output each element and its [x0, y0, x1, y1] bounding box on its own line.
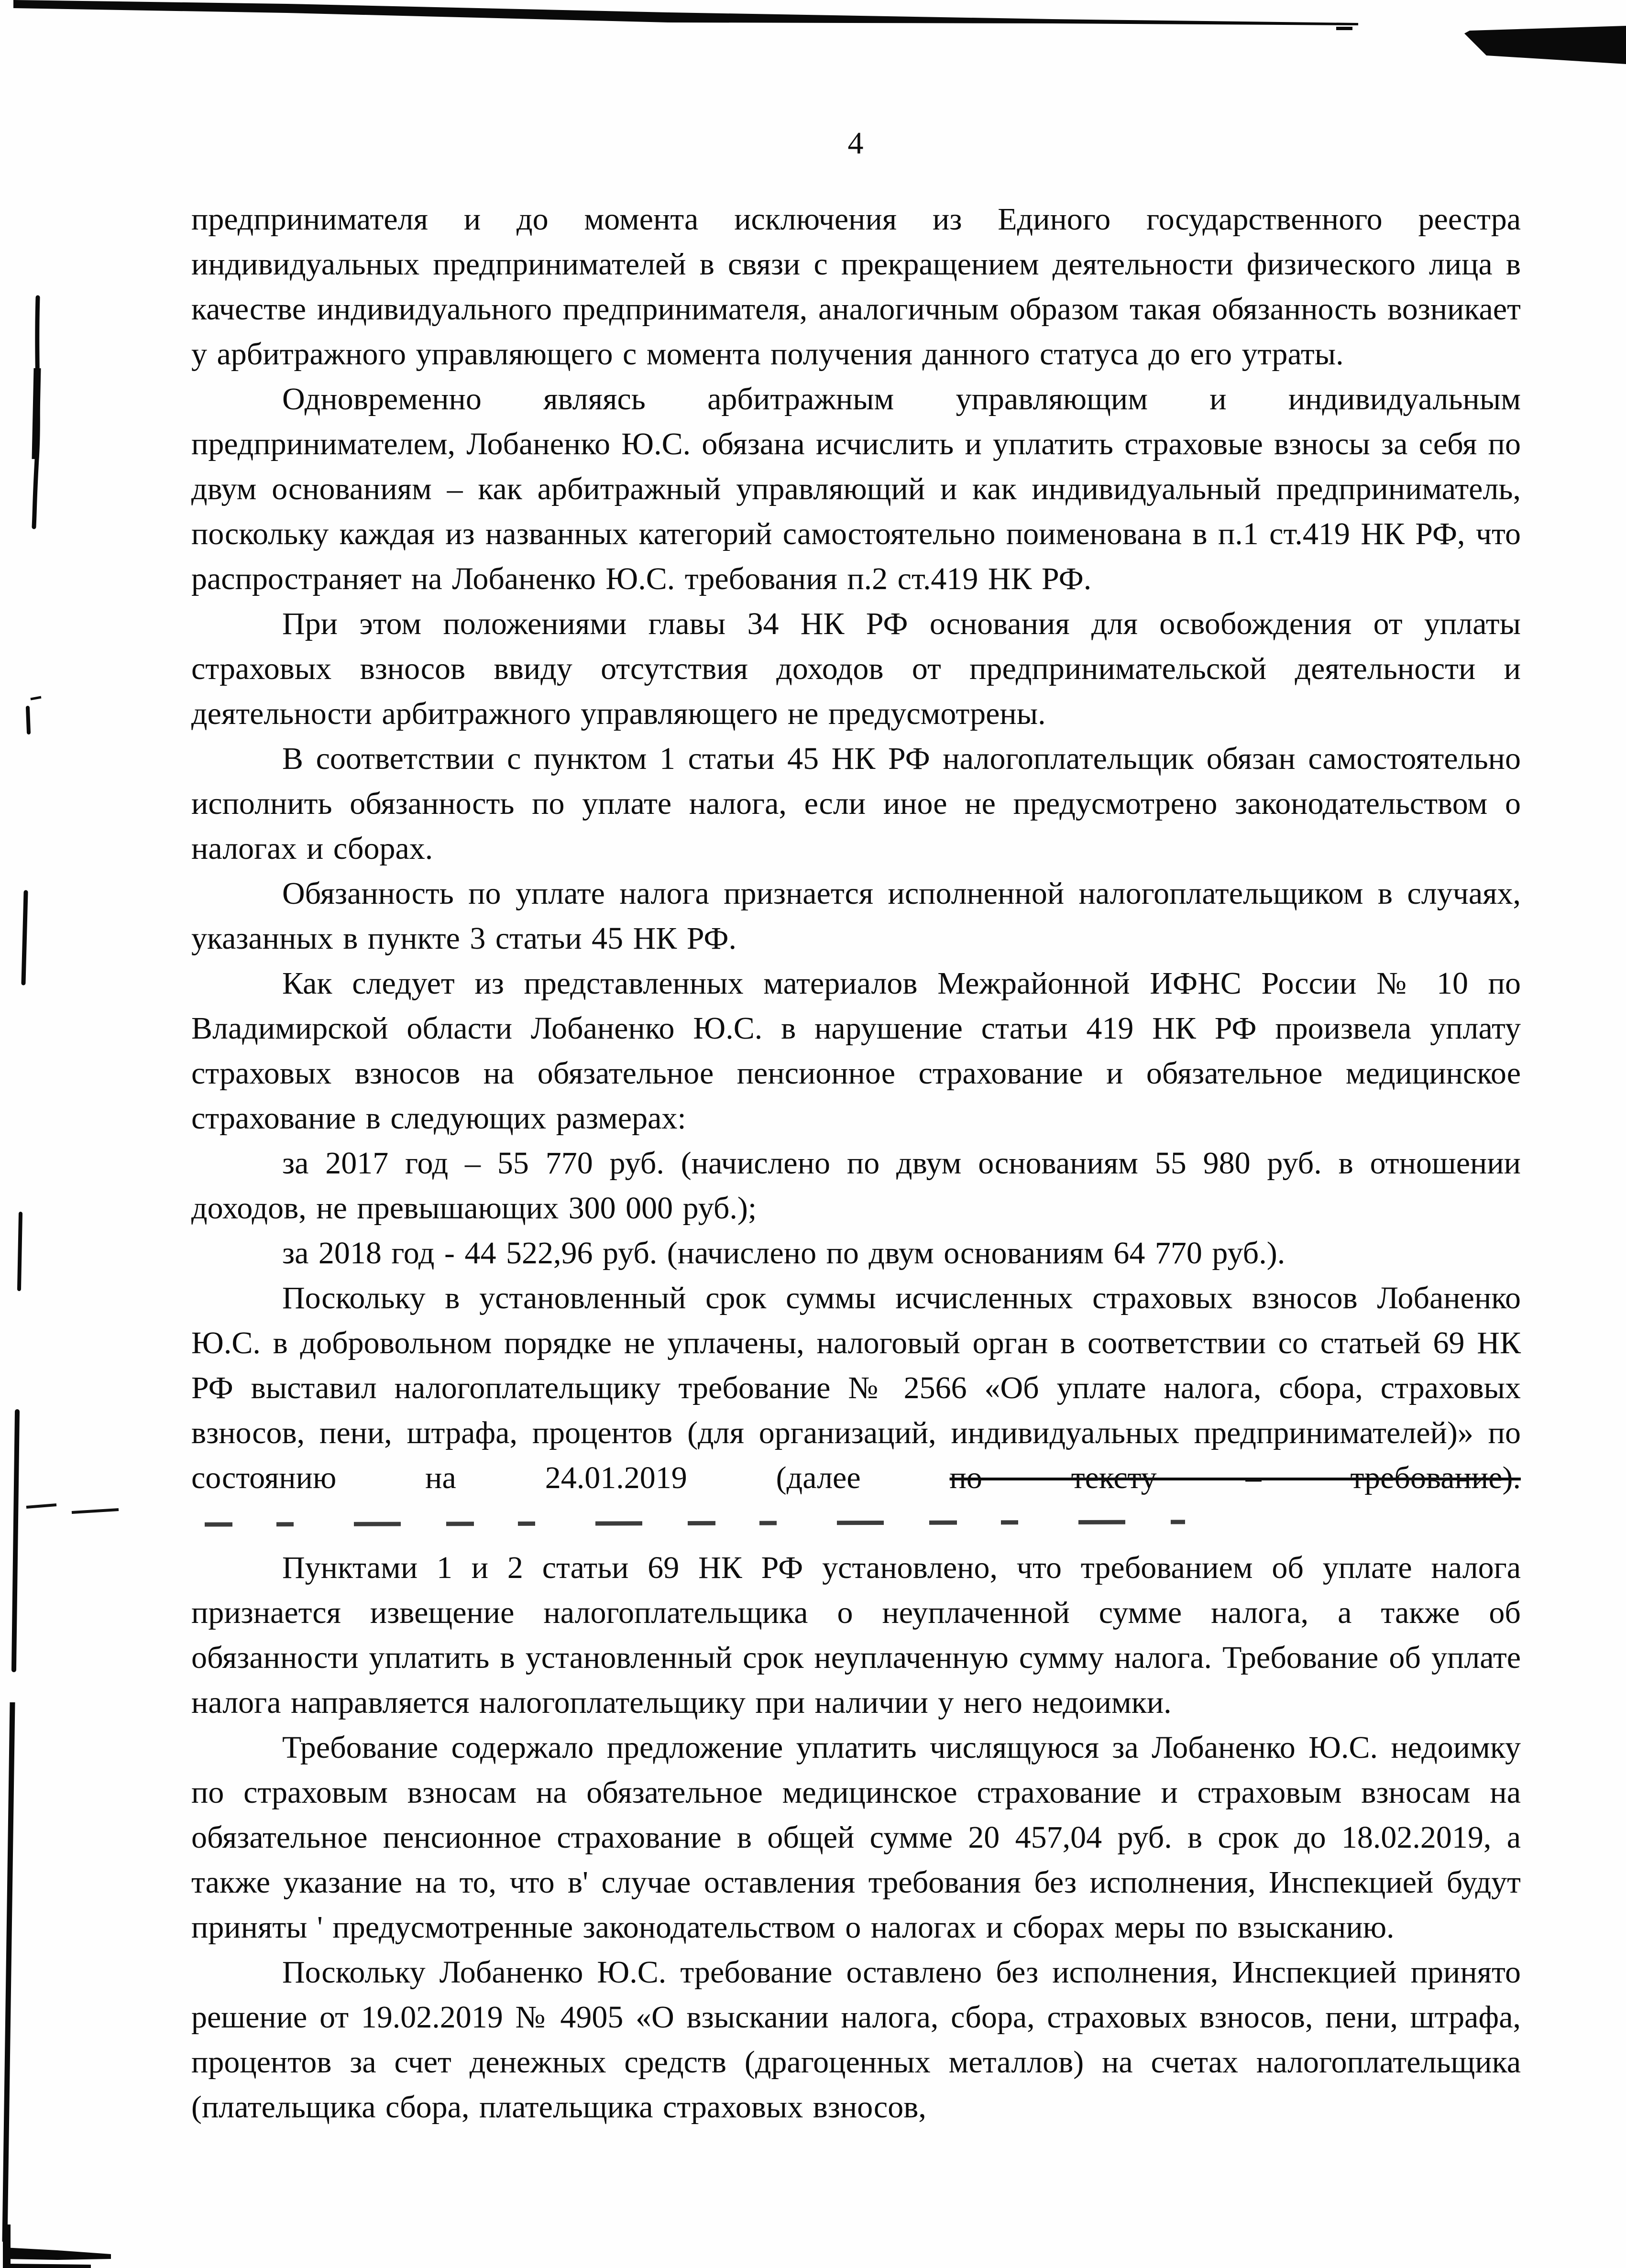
- margin-dash: [72, 1510, 119, 1512]
- scan-dash-run: [205, 1520, 1185, 1526]
- paragraph: Обязанность по уплате налога признается исполненной налогоплательщиком в случаях, указанных в пункте 3 статьи 45 НК РФ.: [191, 876, 1521, 956]
- scan-small-dash: [1336, 27, 1352, 30]
- paragraph: Одновременно являясь арбитражным управляющим и индивидуальным предпринимателем, Лобаненко Ю.С. обязана исчислить и уплатить страховые взносы за себя по двум основаниям – как арбитражный управляющий и как индивидуальный предприниматель, поскольку каждая из названных категорий самостоятельно поименована в п.1 ст.419 НК РФ, что распространяет на Лобаненко Ю.С. требования п.2 ст.419 НК РФ.: [191, 382, 1521, 596]
- document-body: [191, 197, 1521, 2130]
- paragraph-text: Поскольку в установленный срок суммы исчисленных страховых взносов Лобаненко Ю.С. в добровольном порядке не уплачены, налоговый орган в соответствии со статьей 69 НК РФ выставил налогоплательщику требование № 2566 «Об уплате налога, сбора, страховых взносов, пени, штрафа, процентов (для организаций, индивидуальных предпринимателей)» по состоянию на 24.01.2019 (далее: [191, 1281, 1521, 1495]
- paragraph: Требование содержало предложение уплатить числящуюся за Лобаненко Ю.С. недоимку по страховым взносам на обязательное медицинское страхование и страховым взносам на обязательное пенсионное страхование в общей сумме 20 457,04 руб. в срок до 18.02.2019, а также указание на то, что в' случае оставления требования без исполнения, Инспекцией будут приняты ' предусмотренные законодательством о налогах и сборах меры по взысканию.: [191, 1730, 1521, 1945]
- scan-corner-wedge: [1464, 26, 1626, 64]
- paragraph: Поскольку Лобаненко Ю.С. требование оставлено без исполнения, Инспекцией принято решение от 19.02.2019 № 4905 «О взыскании налога, сбора, страховых взносов, пени, штрафа, процентов за счет денежных средств (драгоценных металлов) на счетах налогоплательщика (плательщика сбора, плательщика страховых взносов,: [191, 1955, 1521, 2125]
- margin-stroke: [35, 368, 37, 459]
- bottom-corner-mark: [10, 2264, 91, 2268]
- paragraph: за 2018 год - 44 522,96 руб. (начислено по двум основаниям 64 770 руб.).: [282, 1236, 1285, 1271]
- margin-stroke: [19, 1214, 21, 1289]
- paragraph: Как следует из представленных материалов Межрайонной ИФНС России № 10 по Владимирской области Лобаненко Ю.С. в нарушение статьи 419 НК РФ произвела уплату страховых взносов на обязательное пенсионное страхование и обязательное медицинское страхование в следующих размерах:: [191, 966, 1521, 1136]
- struck-text: по тексту – требование).: [949, 1460, 1521, 1495]
- margin-dash: [26, 1505, 56, 1507]
- paragraph: предпринимателя и до момента исключения из Единого государственного реестра индивидуальных предпринимателей в связи с прекращением деятельности физического лица в качестве индивидуального предпринимателя, аналогичным образом такая обязанность возникает у арбитражного управляющего с момента получения данного статуса до его утраты.: [191, 202, 1521, 372]
- scan-top-smear: [13, 0, 1358, 25]
- paragraph: [191, 1276, 1521, 1545]
- margin-stroke: [34, 297, 38, 527]
- paragraph: за 2017 год – 55 770 руб. (начислено по двум основаниям 55 980 руб. в отношении доходов, не превышающих 300 000 руб.);: [191, 1146, 1521, 1226]
- margin-stroke: [5, 1702, 12, 2242]
- margin-stroke: [28, 708, 29, 733]
- margin-stroke: [31, 697, 41, 699]
- paragraph: При этом положениями главы 34 НК РФ основания для освобождения от уплаты страховых взносов ввиду отсутствия доходов от предпринимательской деятельности и деятельности арбитражного управляющего не предусмотрены.: [191, 606, 1521, 731]
- bottom-corner-mark: [3, 2224, 11, 2268]
- margin-stroke: [14, 1412, 17, 1670]
- margin-stroke: [23, 892, 26, 983]
- paragraph: Пунктами 1 и 2 статьи 69 НК РФ установлено, что требованием об уплате налога признается извещение налогоплательщика о неуплаченной сумме налога, а также об обязанности уплатить в установленный срок неуплаченную сумму налога. Требование об уплате налога направляется налогоплательщику при наличии у него недоимки.: [191, 1550, 1521, 1720]
- page-number: 4: [847, 126, 865, 161]
- bottom-corner-mark: [4, 2247, 111, 2260]
- paragraph: В соответствии с пунктом 1 статьи 45 НК РФ налогоплательщик обязан самостоятельно исполнить обязанность по уплате налога, если иное не предусмотрено законодательством о налогах и сборах.: [191, 741, 1521, 866]
